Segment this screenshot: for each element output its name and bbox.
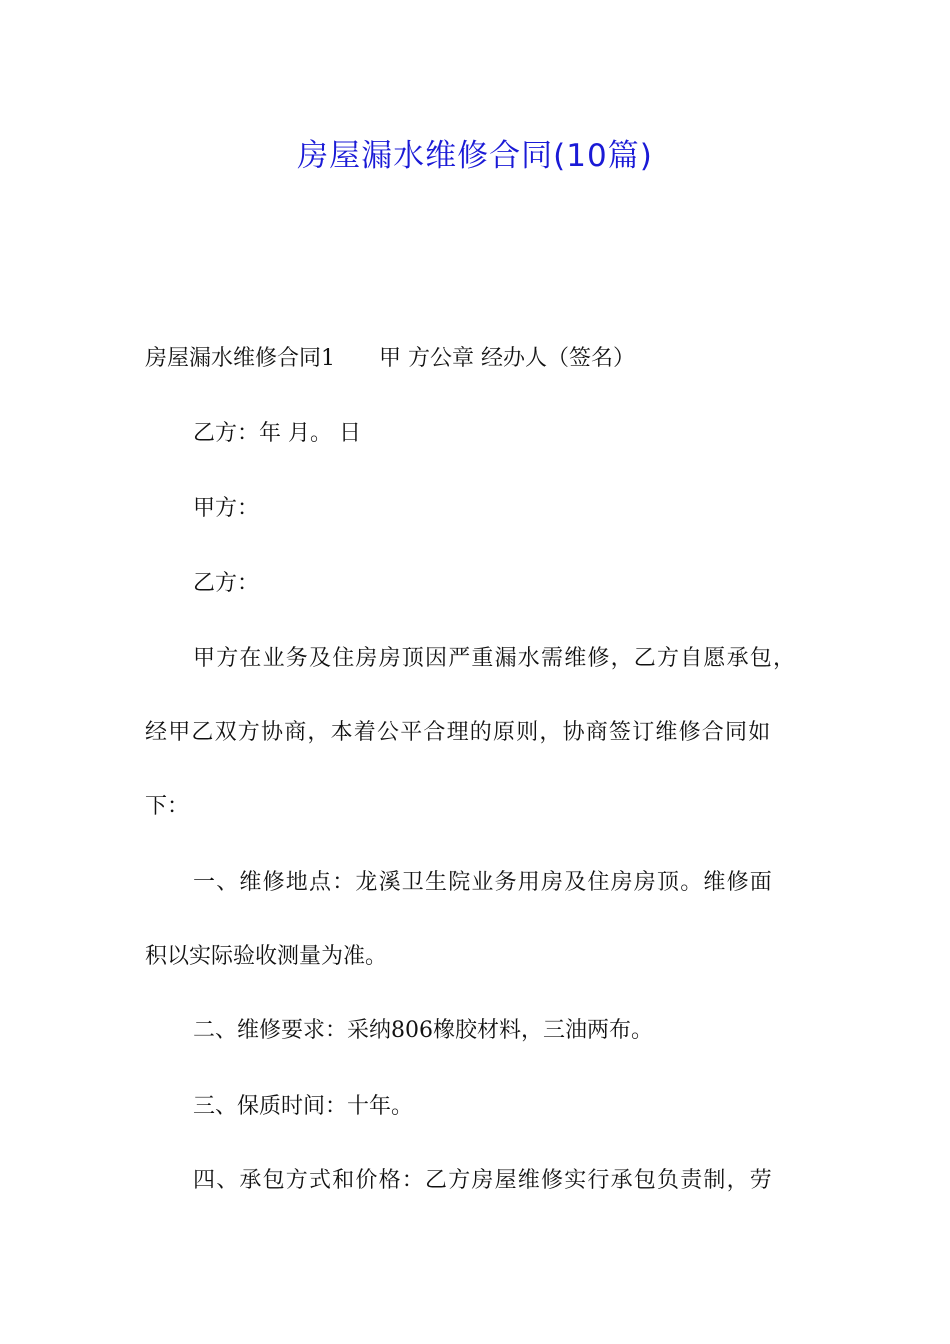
clause-2-line: 二、维修要求：采纳806橡胶材料，三油两布。 [193,1018,653,1043]
party-b-label: 乙方： [193,571,260,596]
paragraph-line: 下： [145,794,190,819]
clause-3-line: 三、保质时间：十年。 [193,1094,414,1119]
party-a-label: 甲方： [193,496,260,521]
clause-1-line: 积以实际验收测量为准。 [145,944,388,969]
clause-4-line: 四、承包方式和价格：乙方房屋维修实行承包负责制，劳 [193,1168,774,1193]
document-title: 房屋漏水维修合同(10篇) [297,138,653,174]
clause-1-line: 一、维修地点：龙溪卫生院业务用房及住房房顶。维修面 [193,870,774,895]
party-b-date-line: 乙方：年 月。 日 [193,421,361,446]
paragraph-line: 经甲乙双方协商，本着公平合理的原则，协商签订维修合同如 [145,720,772,745]
paragraph-line: 甲方在业务及住房房顶因严重漏水需维修，乙方自愿承包， [193,646,797,671]
contract-heading-line: 房屋漏水维修合同1 甲 方公章 经办人（签名） [145,346,635,371]
